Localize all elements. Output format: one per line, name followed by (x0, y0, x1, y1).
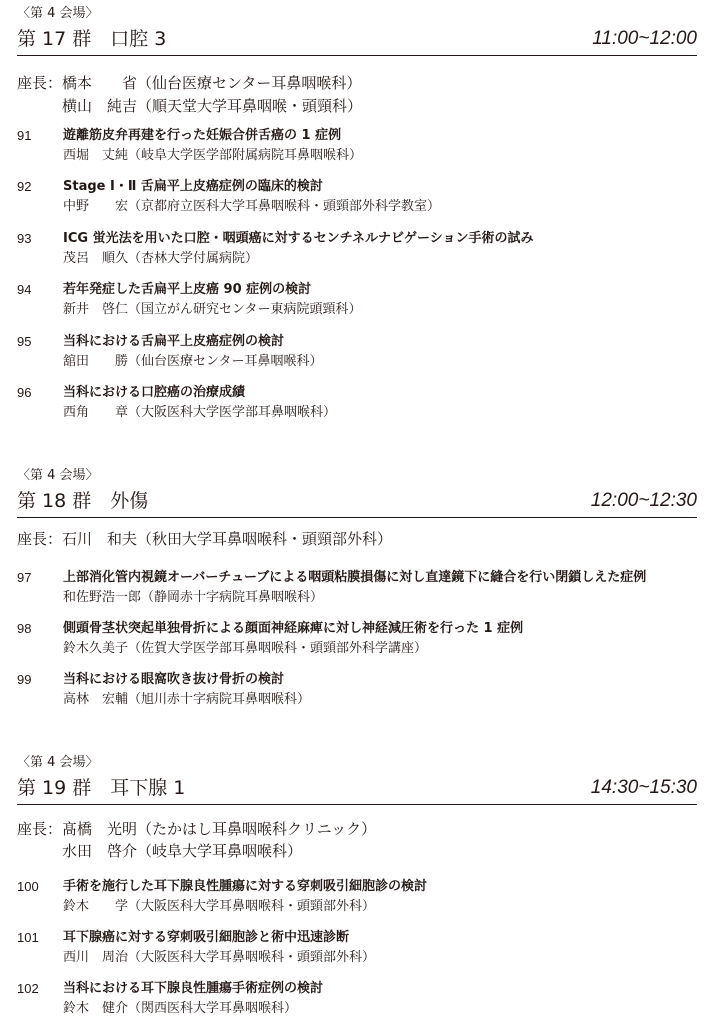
presentation-number: 102 (17, 981, 39, 996)
session-time: 12:00~12:30 (590, 490, 697, 511)
presentation-number: 101 (17, 930, 39, 945)
presentation-item (0, 671, 717, 715)
presentation-item (0, 620, 717, 664)
session-time: 11:00~12:00 (592, 28, 697, 49)
chair-label: 座長： (17, 74, 63, 92)
presentation-item (0, 384, 717, 428)
presentation-author: 中野 宏（京都府立医科大学耳鼻咽喉科・頭頸部外科学教室） (63, 199, 441, 214)
presentation-item (0, 878, 717, 922)
presentation-title: ICG 蛍光法を用いた口腔・咽頭癌に対するセンチネルナビゲーション手術の試み (63, 231, 534, 246)
chair-label: 座長： (17, 820, 63, 838)
session-title: 第 19 群 耳下腺 1 (17, 777, 186, 799)
presentation-item (0, 178, 717, 222)
presentation-title: 当科における口腔癌の治療成績 (63, 385, 246, 400)
presentation-item (0, 980, 717, 1024)
venue-label: 〈第 4 会場〉 (17, 755, 99, 770)
presentation-author: 茂呂 順久（杏林大学付属病院） (63, 251, 259, 266)
presentation-number: 96 (17, 385, 32, 400)
chairperson: 橋本 省（仙台医療センター耳鼻咽喉科） (62, 74, 362, 92)
presentation-number: 93 (17, 231, 32, 246)
presentation-author: 鈴木 健介（関西医科大学耳鼻咽喉科） (63, 1001, 298, 1016)
session-header (17, 27, 697, 51)
presentation-title: 耳下腺癌に対する穿刺吸引細胞診と術中迅速診断 (63, 930, 350, 945)
chairperson: 髙橋 光明（たかはし耳鼻咽喉科クリニック） (62, 820, 377, 838)
presentation-item (0, 929, 717, 973)
chairperson: 石川 和夫（秋田大学耳鼻咽喉科・頭頸部外科） (62, 530, 393, 548)
divider (17, 517, 697, 518)
presentation-number: 98 (17, 621, 32, 636)
presentation-number: 99 (17, 672, 32, 687)
chairperson: 水田 啓介（岐阜大学耳鼻咽喉科） (62, 842, 303, 860)
presentation-number: 91 (17, 128, 32, 143)
presentation-number: 95 (17, 334, 32, 349)
presentation-author: 高林 宏輔（旭川赤十字病院耳鼻咽喉科） (63, 692, 311, 707)
presentation-number: 100 (17, 879, 39, 894)
venue-label: 〈第 4 会場〉 (17, 468, 99, 483)
presentation-title: 側頭骨茎状突起単独骨折による顔面神経麻痺に対し神経減圧術を行った 1 症例 (63, 621, 524, 636)
presentation-author: 新井 啓仁（国立がん研究センター東病院頭頸科） (63, 302, 362, 317)
presentation-title: 当科における耳下腺良性腫瘍手術症例の検討 (63, 981, 324, 996)
presentation-number: 92 (17, 179, 32, 194)
chairperson: 横山 純吉（順天堂大学耳鼻咽喉・頭頸科） (62, 97, 363, 115)
presentation-title: 当科における舌扁平上皮癌症例の検討 (63, 334, 285, 349)
presentation-item (0, 333, 717, 377)
presentation-author: 西川 周治（大阪医科大学耳鼻咽喉科・頭頸部外科） (63, 950, 376, 965)
presentation-title: Stage Ⅰ・Ⅱ 舌扁平上皮癌症例の臨床的検討 (63, 179, 323, 194)
presentation-title: 上部消化管内視鏡オーバーチューブによる咽頭粘膜損傷に対し直達鏡下に縫合を行い閉鎖しえた症例 (63, 570, 647, 585)
presentation-author: 西堀 丈純（岐阜大学医学部附属病院耳鼻咽喉科） (63, 148, 363, 163)
session-title: 第 17 群 口腔 3 (17, 28, 167, 50)
presentation-number: 97 (17, 570, 32, 585)
session-title: 第 18 群 外傷 (17, 490, 149, 512)
presentation-title: 当科における眼窩吹き抜け骨折の検討 (63, 672, 285, 687)
session-header (17, 489, 697, 513)
presentation-author: 舘田 勝（仙台医療センター耳鼻咽喉科） (63, 354, 323, 369)
presentation-item (0, 230, 717, 274)
session-header (17, 776, 697, 800)
chair-label: 座長： (17, 530, 63, 548)
presentation-author: 鈴木久美子（佐賀大学医学部耳鼻咽喉科・頭頸部外科学講座） (63, 641, 428, 656)
venue-label: 〈第 4 会場〉 (17, 6, 99, 21)
presentation-title: 遊離筋皮弁再建を行った妊娠合併舌癌の 1 症例 (63, 128, 342, 143)
divider (17, 55, 697, 56)
presentation-title: 手術を施行した耳下腺良性腫瘍に対する穿刺吸引細胞診の検討 (63, 879, 428, 894)
divider (17, 804, 697, 805)
presentation-author: 西角 章（大阪医科大学医学部耳鼻咽喉科） (63, 405, 337, 420)
presentation-item (0, 569, 717, 613)
presentation-number: 94 (17, 282, 32, 297)
presentation-item (0, 281, 717, 325)
presentation-author: 和佐野浩一郎（静岡赤十字病院耳鼻咽喉科） (63, 590, 324, 605)
presentation-author: 鈴木 学（大阪医科大学耳鼻咽喉科・頭頸部外科） (63, 899, 376, 914)
session-time: 14:30~15:30 (590, 777, 697, 798)
presentation-item (0, 127, 717, 171)
presentation-title: 若年発症した舌扁平上皮癌 90 症例の検討 (63, 282, 312, 297)
